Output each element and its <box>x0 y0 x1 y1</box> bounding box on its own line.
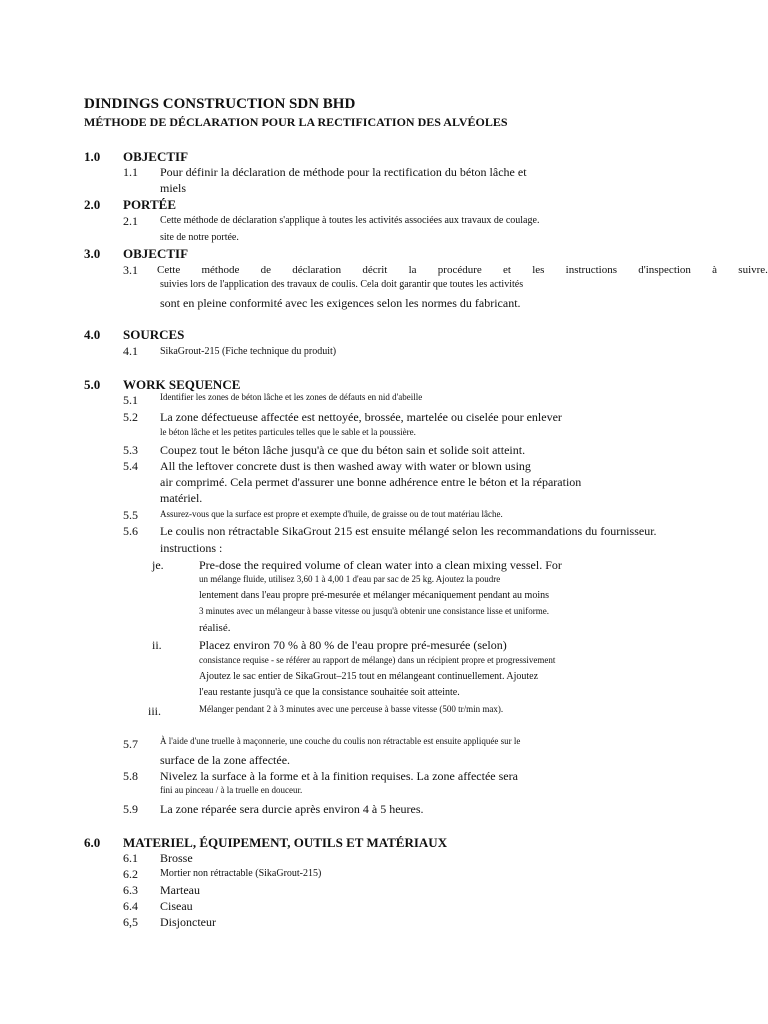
item-text: Coupez tout le béton lâche jusqu'à ce que du béton sain et solide soit atteint. <box>160 443 526 457</box>
item-text: Marteau <box>160 883 200 897</box>
item-number: 5.3 <box>123 443 138 457</box>
item-text: SikaGrout-215 (Fiche technique du produit) <box>160 346 337 357</box>
item-text: site de notre portée. <box>160 232 239 243</box>
item-text: fini au pinceau / à la truelle en douceur. <box>160 785 303 795</box>
item-text: le béton lâche et les petites particules telles que le sable et la poussière. <box>160 427 416 437</box>
item-number: 1.1 <box>123 165 138 179</box>
item-number: 5.2 <box>123 410 138 424</box>
item-text: sont en pleine conformité avec les exigences selon les normes du fabricant. <box>160 296 521 310</box>
section-number: 1.0 <box>84 149 101 164</box>
word: de <box>260 264 271 276</box>
subitem-text: Placez environ 70 % à 80 % de l'eau propre pré-mesurée (selon) <box>199 638 507 652</box>
subitem-text: l'eau restante jusqu'à ce que la consistance souhaitée soit atteinte. <box>199 687 460 698</box>
item-number: 4.1 <box>123 344 138 358</box>
item-text: All the leftover concrete dust is then washed away with water or blown using <box>160 459 531 473</box>
item-number: 6.2 <box>123 867 138 881</box>
item-text: Disjoncteur <box>160 915 216 929</box>
item-text: Nivelez la surface à la forme et à la finition requises. La zone affectée sera <box>160 769 518 783</box>
company-name: DINDINGS CONSTRUCTION SDN BHD <box>84 96 356 112</box>
item-text: suivies lors de l'application des travaux de coulis. Cela doit garantir que toutes les activités <box>160 279 524 290</box>
item-text: Cette méthode de déclaration s'applique à toutes les activités associées aux travaux de coulage. <box>160 215 540 226</box>
word: la <box>408 264 417 276</box>
item-text: Pour définir la déclaration de méthode pour la rectification du béton lâche et <box>160 165 527 179</box>
item-number: 6.3 <box>123 883 138 897</box>
section-number: 4.0 <box>84 327 101 342</box>
item-text: matériel. <box>160 491 203 505</box>
word: d'inspection <box>638 264 691 276</box>
subitem-text: réalisé. <box>199 622 231 634</box>
item-text: Brosse <box>160 851 193 865</box>
item-number: 6.4 <box>123 899 138 913</box>
section-number: 6.0 <box>84 835 101 850</box>
document-title: MÉTHODE DE DÉCLARATION POUR LA RECTIFICATION DES ALVÉOLES <box>84 115 508 129</box>
word: et <box>503 264 511 276</box>
section-number: 2.0 <box>84 197 101 212</box>
item-number: 5.8 <box>123 769 138 783</box>
subitem-text: un mélange fluide, utilisez 3,60 1 à 4,00 1 d'eau par sac de 25 kg. Ajoutez la poudre <box>199 574 501 584</box>
item-number: 6,5 <box>123 915 138 929</box>
item-text: instructions : <box>160 541 223 555</box>
subitem-text: Pre-dose the required volume of clean water into a clean mixing vessel. For <box>199 558 562 572</box>
word: procédure <box>437 264 482 276</box>
subitem-number: je. <box>152 558 164 572</box>
item-number: 2.1 <box>123 214 138 228</box>
item-number: 6.1 <box>123 851 138 865</box>
item-text: Assurez-vous que la surface est propre et exempte d'huile, de graisse ou de tout matériau lâche. <box>160 509 503 519</box>
item-text: surface de la zone affectée. <box>160 753 291 767</box>
word: déclaration <box>292 264 342 276</box>
item-number: 5.1 <box>123 393 138 407</box>
item-number: 5.7 <box>123 737 138 751</box>
word: suivre. <box>738 264 768 276</box>
subitem-text: 3 minutes avec un mélangeur à basse vitesse ou jusqu'à obtenir une consistance lisse et uniforme. <box>199 606 550 616</box>
word: décrit <box>362 264 388 276</box>
item-text: Ciseau <box>160 899 193 913</box>
section-title: OBJECTIF <box>123 149 189 164</box>
item-text: miels <box>160 181 186 195</box>
section-title: SOURCES <box>123 327 185 342</box>
section-title: WORK SEQUENCE <box>123 377 241 392</box>
word: à <box>712 264 718 276</box>
subitem-text: consistance requise - se référer au rapport de mélange) dans un récipient propre et progressivement <box>199 655 556 665</box>
word: les <box>532 264 545 276</box>
item-text: Identifier les zones de béton lâche et les zones de défauts en nid d'abeille <box>160 392 423 402</box>
item-number: 3.1 <box>123 263 138 277</box>
item-number: 5.9 <box>123 802 138 816</box>
item-number: 5.4 <box>123 459 138 473</box>
subitem-text: Ajoutez le sac entier de SikaGrout–215 tout en mélangeant continuellement. Ajoutez <box>199 671 539 682</box>
item-number: 5.5 <box>123 508 138 522</box>
subitem-text: Mélanger pendant 2 à 3 minutes avec une perceuse à basse vitesse (500 tr/min max). <box>199 704 504 714</box>
item-number: 5.6 <box>123 524 138 538</box>
subitem-text: lentement dans l'eau propre pré-mesurée et mélanger mécaniquement pendant au moins <box>199 590 549 601</box>
item-text: air comprimé. Cela permet d'assurer une bonne adhérence entre le béton et la réparation <box>160 475 582 489</box>
section-number: 5.0 <box>84 377 101 392</box>
item-text: La zone défectueuse affectée est nettoyée, brossée, martelée ou ciselée pour enlever <box>160 410 562 424</box>
section-title: MATERIEL, ÉQUIPEMENT, OUTILS ET MATÉRIAUX <box>123 835 448 850</box>
word: Cette <box>157 264 181 276</box>
item-text: À l'aide d'une truelle à maçonnerie, une couche du coulis non rétractable est ensuite appliquée sur le <box>160 736 521 746</box>
subitem-number: iii. <box>148 704 162 718</box>
item-text: La zone réparée sera durcie après environ 4 à 5 heures. <box>160 802 424 816</box>
word: méthode <box>201 264 240 276</box>
section-title: PORTÉE <box>123 197 176 212</box>
subitem-number: ii. <box>152 638 162 652</box>
item-text: Le coulis non rétractable SikaGrout 215 est ensuite mélangé selon les recommandations du fournisseur. <box>160 524 657 538</box>
word: instructions <box>565 264 617 276</box>
justified-line <box>157 265 768 276</box>
section-title: OBJECTIF <box>123 246 189 261</box>
section-number: 3.0 <box>84 246 101 261</box>
item-text: Mortier non rétractable (SikaGrout-215) <box>160 868 322 879</box>
